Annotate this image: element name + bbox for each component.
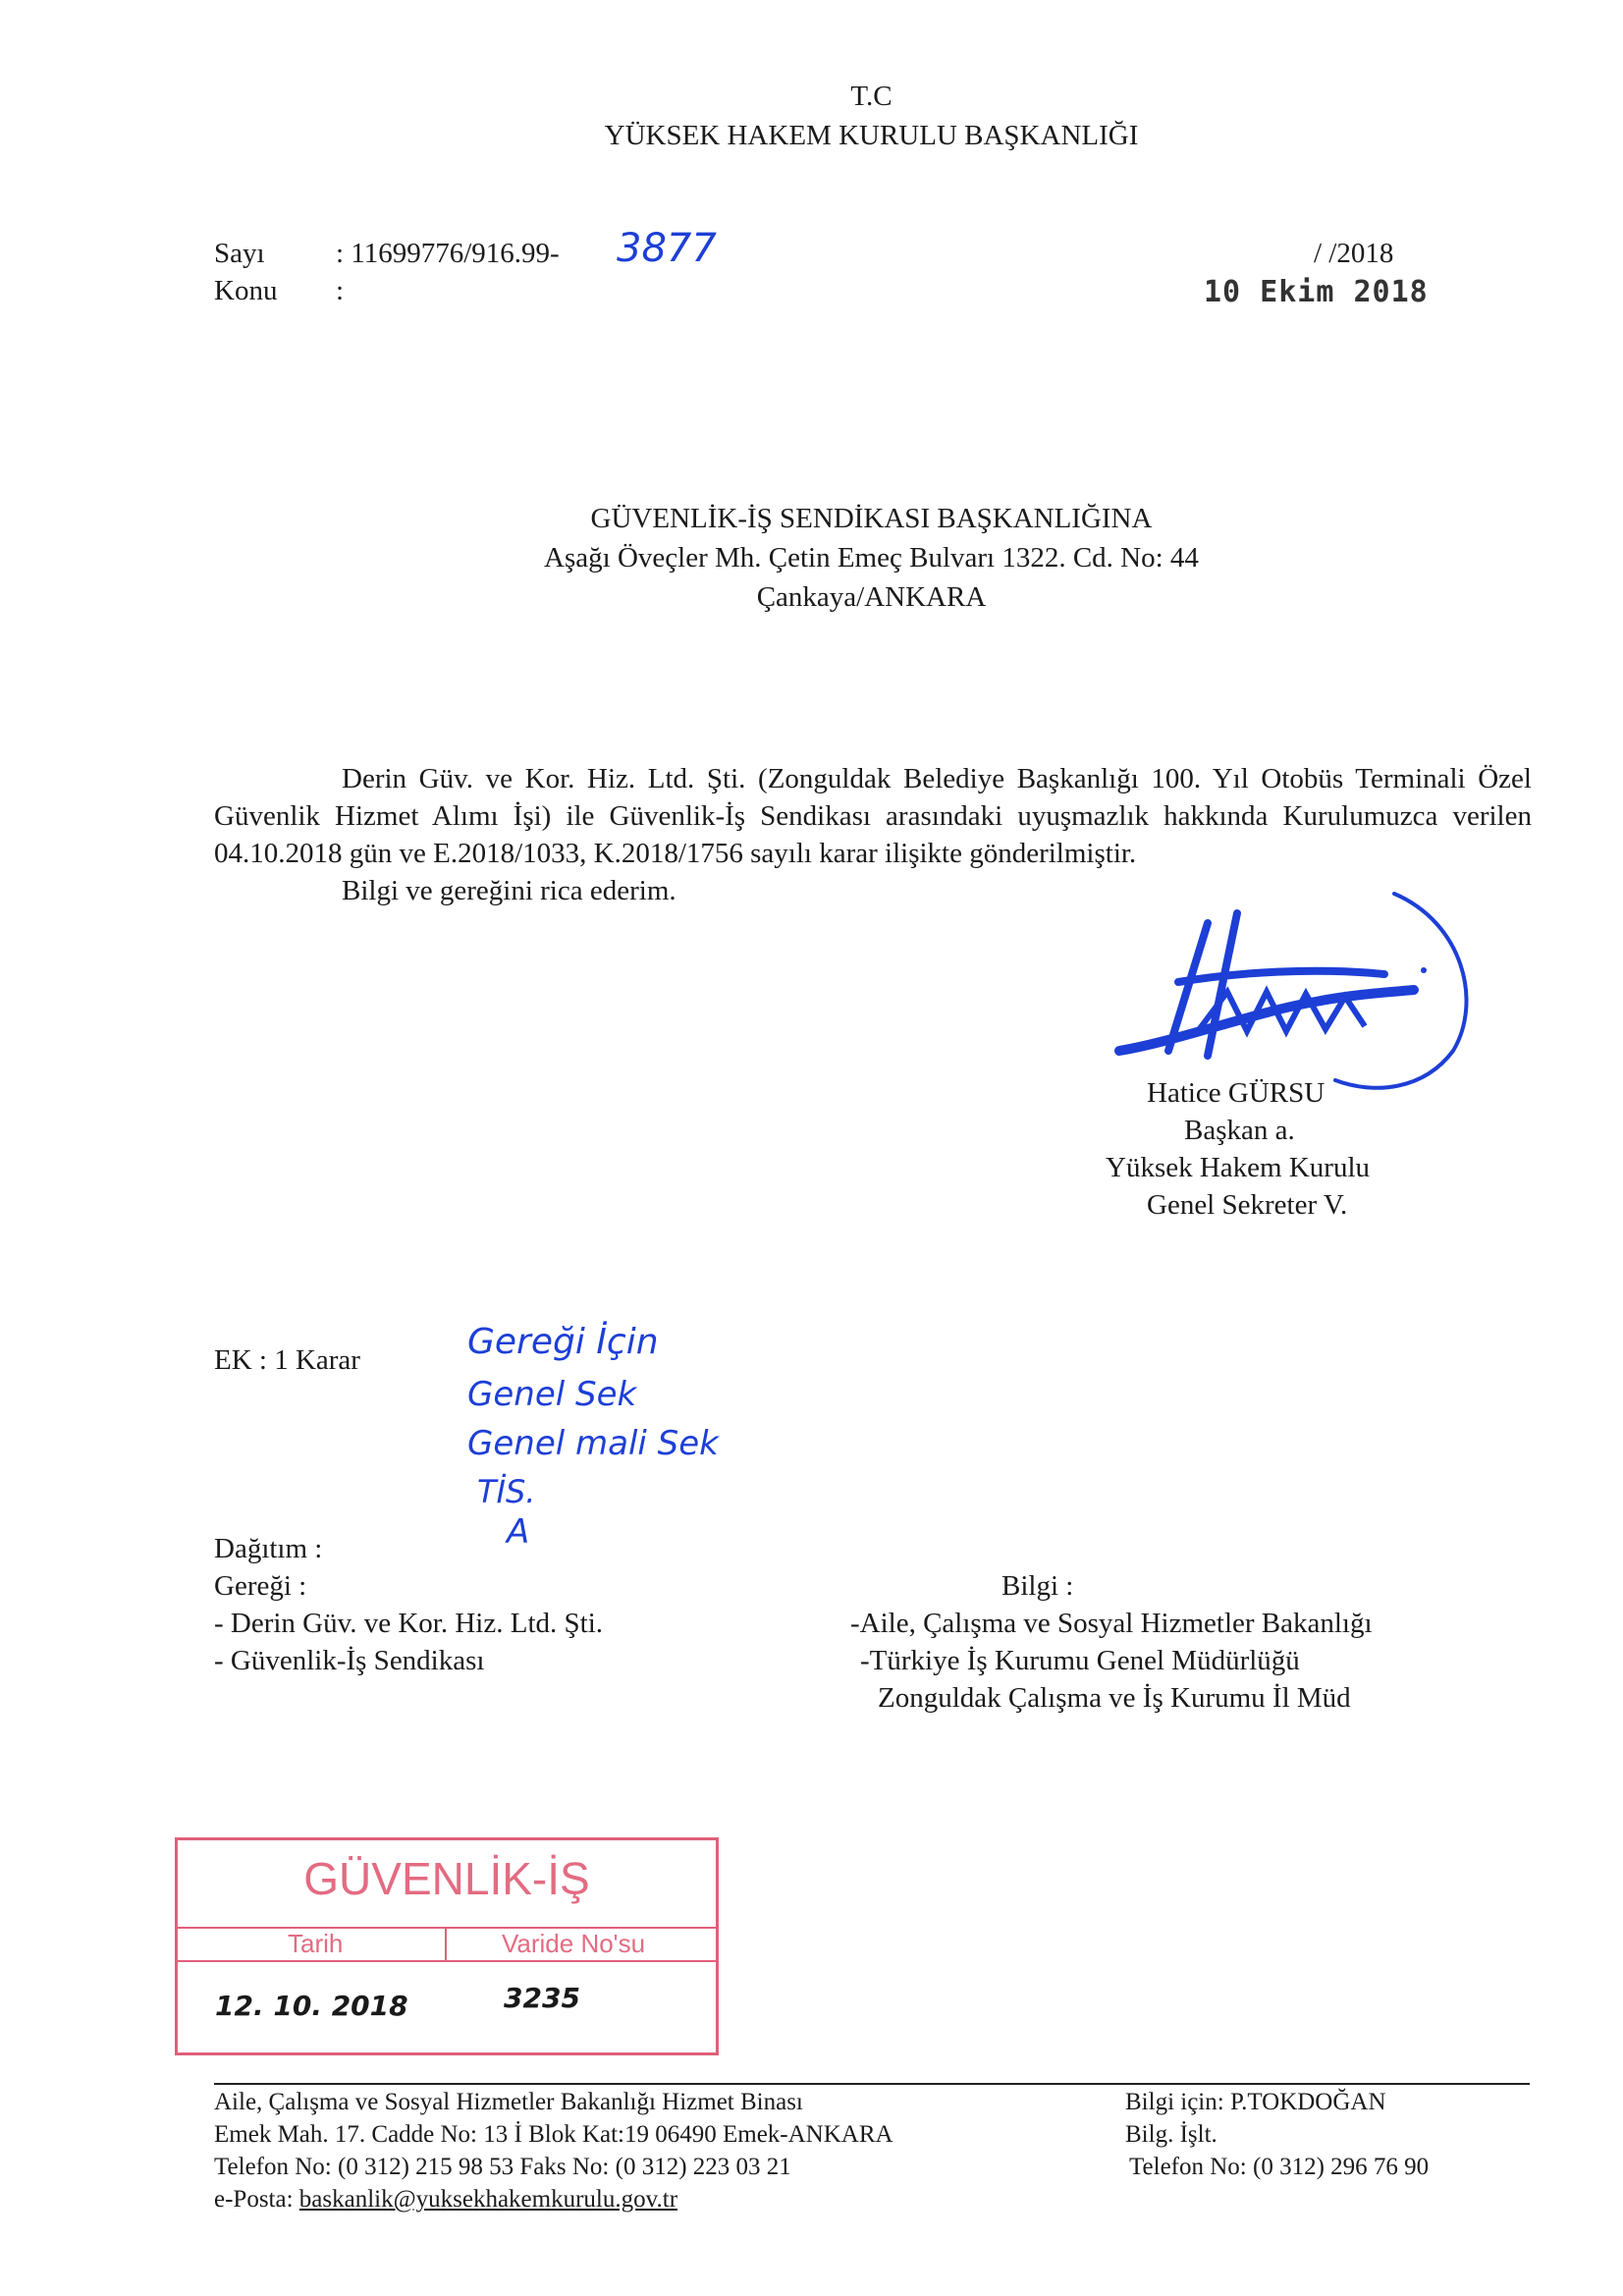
handwritten-note-line-1: Gereği İçin xyxy=(467,1322,659,1362)
sayi-handwritten-number: 3877 xyxy=(617,226,717,271)
signer-title-1: Başkan a. xyxy=(1184,1115,1295,1146)
header-institution: YÜKSEK HAKEM KURULU BAŞKANLIĞI xyxy=(604,120,1139,151)
bilgi-item: -Aile, Çalışma ve Sosyal Hizmetler Bakanlığı xyxy=(850,1608,1373,1639)
footer-divider xyxy=(214,2083,1530,2085)
stamp-tarih-value: 12. 10. 2018 xyxy=(215,1990,408,2022)
footer-email-label: e-Posta: xyxy=(214,2186,294,2213)
recipient-address: Aşağı Öveçler Mh. Çetin Emeç Bulvarı 1322. Cd. No: 44 xyxy=(544,542,1199,574)
date-stamp: 10 Ekim 2018 xyxy=(1204,275,1429,309)
footer-address-1: Aile, Çalışma ve Sosyal Hizmetler Bakanlığı Hizmet Binası xyxy=(214,2089,803,2115)
footer-phone: Telefon No: (0 312) 215 98 53 Faks No: (0 312) 223 03 21 xyxy=(214,2154,791,2180)
stamp-varide-value: 3235 xyxy=(504,1982,580,2014)
distribution-label: Dağıtım : xyxy=(214,1533,323,1564)
body-paragraph-2: Bilgi ve gereğini rica ederim. xyxy=(342,875,676,906)
handwritten-note-line-4: TİS. xyxy=(477,1473,536,1510)
signature-scribble xyxy=(1060,884,1492,1110)
body-paragraph-1: Derin Güv. ve Kor. Hiz. Ltd. Şti. (Zonguldak Belediye Başkanlığı 100. Yıl Otobüs Terminali Özel Güvenlik Hizmet Alımı İşi) ile Güvenlik-İş Sendikası arasındaki uyuşmazlık hakkında Kurulumuzca verilen 04.10.2018 gün ve E.2018/1033, K.2018/1756 sayılı karar ilişikte gönderilmiştir. xyxy=(214,763,1532,869)
stamp-varide-label: Varide No'su xyxy=(502,1929,646,1958)
konu-label: Konu xyxy=(214,275,278,306)
footer-address-2: Emek Mah. 17. Cadde No: 13 İ Blok Kat:19 06490 Emek-ANKARA xyxy=(214,2121,893,2148)
geregi-item: - Derin Güv. ve Kor. Hiz. Ltd. Şti. xyxy=(214,1608,604,1639)
bilgi-item: -Türkiye İş Kurumu Genel Müdürlüğü xyxy=(860,1645,1300,1676)
footer-contact-role: Bilg. İşlt. xyxy=(1125,2121,1217,2148)
footer-contact-phone: Telefon No: (0 312) 296 76 90 xyxy=(1129,2154,1430,2180)
bilgi-item: Zonguldak Çalışma ve İş Kurumu İl Müd xyxy=(878,1682,1351,1714)
recipient-city: Çankaya/ANKARA xyxy=(756,581,987,613)
date-printed: / /2018 xyxy=(1314,238,1394,269)
footer-email-link[interactable]: baskanlik@yuksekhakemkurulu.gov.tr xyxy=(298,2186,678,2213)
stamp-tarih-label: Tarih xyxy=(288,1929,344,1958)
header-tc: T.C xyxy=(850,81,893,112)
stamp-title: GÜVENLİK-İŞ xyxy=(303,1853,590,1904)
footer-contact-person: Bilgi için: P.TOKDOĞAN xyxy=(1125,2089,1386,2115)
sayi-value: : 11699776/916.99- xyxy=(336,238,560,269)
geregi-item: - Güvenlik-İş Sendikası xyxy=(214,1645,485,1676)
stamp-column-divider xyxy=(445,1927,447,1960)
konu-value: : xyxy=(336,275,345,306)
handwritten-note-line-3: Genel mali Sek xyxy=(467,1424,719,1463)
attachment-label: EK : 1 Karar xyxy=(214,1344,360,1376)
geregi-label: Gereği : xyxy=(214,1570,307,1602)
incoming-stamp xyxy=(175,1837,719,2055)
signer-title-2: Yüksek Hakem Kurulu xyxy=(1106,1152,1371,1183)
signer-name: Hatice GÜRSU xyxy=(1147,1077,1325,1109)
handwritten-note-line-2: Genel Sek xyxy=(467,1375,637,1414)
handwritten-note-line-5: A xyxy=(507,1512,530,1552)
footer-email-row xyxy=(214,2183,677,2215)
stamp-divider xyxy=(178,1960,716,1962)
bilgi-label: Bilgi : xyxy=(1001,1570,1074,1602)
recipient-name: GÜVENLİK-İŞ SENDİKASI BAŞKANLIĞINA xyxy=(590,503,1153,534)
sayi-label: Sayı xyxy=(214,238,265,269)
signer-title-3: Genel Sekreter V. xyxy=(1147,1189,1348,1221)
